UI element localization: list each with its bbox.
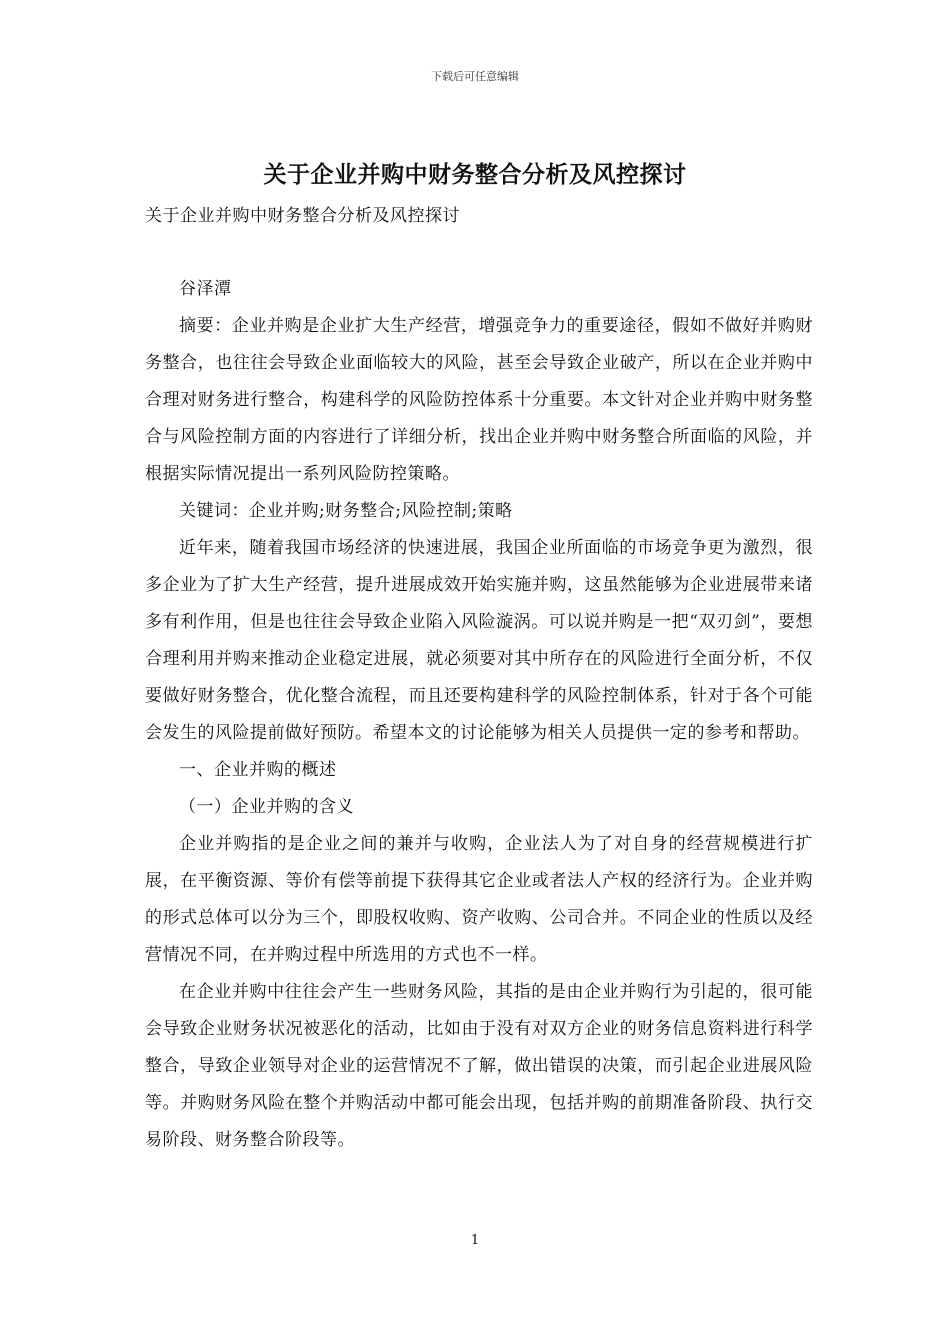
- page-number: 1: [470, 1233, 480, 1248]
- author-line: 谷泽潭: [179, 279, 232, 299]
- subsection-heading: （一）企业并购的含义: [179, 797, 354, 817]
- document-subtitle: 关于企业并购中财务整合分析及风控探讨: [145, 206, 460, 226]
- section-heading: 一、企业并购的概述: [179, 760, 337, 780]
- document-title: 关于企业并购中财务整合分析及风控探讨: [263, 161, 687, 188]
- intro-paragraph: 近年来，随着我国市场经济的快速进展，我国企业所面临的市场竞争更为激烈，很多企业为了扩大生产经营，提升进展成效开始实施并购，这虽然能够为企业进展带来诸多有利作用，但是也往往会导致企业陷入风险漩涡。可以说并购是一把“双刃剑”，要想合理利用并购来推动企业稳定进展，就必须要对其中所存在的风险进行全面分析，不仅要做好财务整合，优化整合流程，而且还要构建科学的风险控制体系，针对于各个可能会发生的风险提前做好预防。希望本文的讨论能够为相关人员提供一定的参考和帮助。: [145, 538, 813, 743]
- abstract-paragraph: 摘要：企业并购是企业扩大生产经营，增强竞争力的重要途径，假如不做好并购财务整合，也往往会导致企业面临较大的风险，甚至会导致企业破产，所以在企业并购中合理对财务进行整合，构建科学的风险防控体系十分重要。本文针对企业并购中财务整合与风险控制方面的内容进行了详细分析，找出企业并购中财务整合所面临的风险，并根据实际情况提出一系列风险防控策略。: [145, 316, 813, 484]
- keywords-line: 关键词：企业并购;财务整合;风险控制;策略: [179, 501, 513, 521]
- document-body: [145, 271, 813, 1159]
- body-paragraph: 企业并购指的是企业之间的兼并与收购，企业法人为了对自身的经营规模进行扩展，在平衡资源、等价有偿等前提下获得其它企业或者法人产权的经济行为。企业并购的形式总体可以分为三个，即股权收购、资产收购、公司合并。不同企业的性质以及经营情况不同，在并购过程中所选用的方式也不一样。: [145, 834, 813, 965]
- header-note: 下载后可任意编辑: [431, 70, 519, 83]
- body-paragraph: 在企业并购中往往会产生一些财务风险，其指的是由企业并购行为引起的，很可能会导致企业财务状况被恶化的活动，比如由于没有对双方企业的财务信息资料进行科学整合，导致企业领导对企业的运营情况不了解，做出错误的决策，而引起企业进展风险等。并购财务风险在整个并购活动中都可能会出现，包括并购的前期准备阶段、执行交易阶段、财务整合阶段等。: [145, 982, 813, 1150]
